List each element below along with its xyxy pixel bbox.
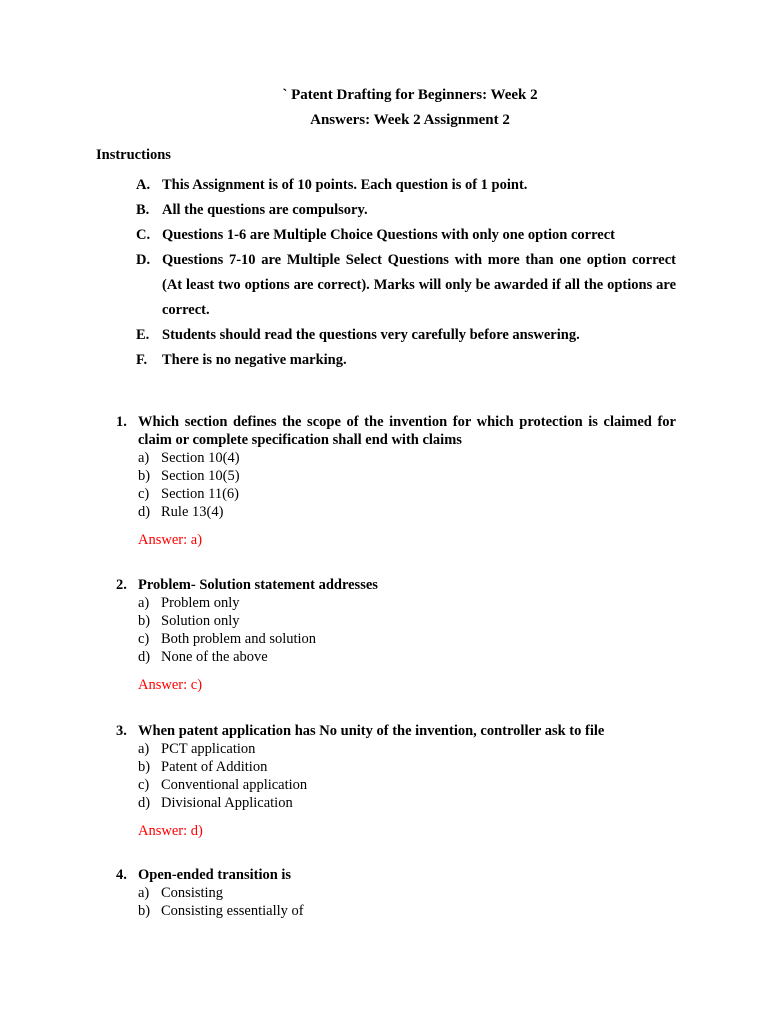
option-text: Consisting essentially of xyxy=(161,903,304,919)
option-text: Divisional Application xyxy=(161,795,293,811)
instruction-item xyxy=(136,323,676,348)
question-4 xyxy=(116,866,676,920)
option-text: Solution only xyxy=(161,613,240,629)
option-item xyxy=(138,630,676,648)
option-text: Section 10(4) xyxy=(161,450,240,466)
option-item xyxy=(138,467,676,485)
option-item xyxy=(138,884,676,902)
answer-text: Answer: d) xyxy=(138,823,203,839)
question-heading xyxy=(116,413,676,449)
instructions-heading: Instructions xyxy=(96,147,171,163)
option-text: Consisting xyxy=(161,885,224,901)
option-item xyxy=(138,449,676,467)
answer-text: Answer: a) xyxy=(138,532,203,548)
question-2 xyxy=(116,576,676,694)
option-letter: b) xyxy=(138,759,151,775)
question-number: 4. xyxy=(116,867,127,883)
option-letter: a) xyxy=(138,741,150,757)
option-item xyxy=(138,594,676,612)
option-list xyxy=(138,594,676,666)
instruction-letter: D. xyxy=(136,252,151,268)
option-text: Section 11(6) xyxy=(161,486,239,502)
question-1 xyxy=(116,413,676,549)
question-text: Open-ended transition is xyxy=(138,867,292,883)
instruction-item xyxy=(136,248,676,323)
question-heading xyxy=(116,576,676,594)
option-text: Both problem and solution xyxy=(161,631,317,647)
instruction-letter: C. xyxy=(136,227,151,243)
option-text: Conventional application xyxy=(161,777,308,793)
option-letter: c) xyxy=(138,777,150,793)
instruction-item xyxy=(136,173,676,198)
option-letter: c) xyxy=(138,631,150,647)
option-item xyxy=(138,612,676,630)
option-letter: d) xyxy=(138,649,151,665)
question-text: Which section defines the scope of the invention for which protection is claimed for claim or complete specification shall end with claims xyxy=(138,414,676,448)
instruction-text: Students should read the questions very carefully before answering. xyxy=(162,327,580,343)
instruction-item xyxy=(136,223,676,248)
option-text: Rule 13(4) xyxy=(161,504,224,520)
document-title: ` Patent Drafting for Beginners: Week 2 xyxy=(282,87,538,103)
instruction-letter: B. xyxy=(136,202,150,218)
instruction-letter: F. xyxy=(136,352,148,368)
option-text: None of the above xyxy=(161,649,268,665)
question-number: 1. xyxy=(116,414,127,430)
option-letter: a) xyxy=(138,595,150,611)
option-letter: c) xyxy=(138,486,150,502)
option-letter: b) xyxy=(138,468,151,484)
instruction-text: This Assignment is of 10 points. Each question is of 1 point. xyxy=(162,177,528,193)
option-item xyxy=(138,902,676,920)
instruction-item xyxy=(136,198,676,223)
option-text: Problem only xyxy=(161,595,240,611)
instruction-item xyxy=(136,348,676,373)
option-item xyxy=(138,485,676,503)
option-text: Patent of Addition xyxy=(161,759,268,775)
instruction-letter: E. xyxy=(136,327,150,343)
instruction-letter: A. xyxy=(136,177,151,193)
option-item xyxy=(138,776,676,794)
instruction-text: Questions 7-10 are Multiple Select Questions with more than one option correct (At least two options are correct). Marks will only be awarded if all the options are correct. xyxy=(162,252,676,318)
option-letter: d) xyxy=(138,504,151,520)
instruction-text: Questions 1-6 are Multiple Choice Questions with only one option correct xyxy=(162,227,615,243)
question-text: Problem- Solution statement addresses xyxy=(138,577,378,593)
option-list xyxy=(138,884,676,920)
option-letter: a) xyxy=(138,450,150,466)
instruction-text: All the questions are compulsory. xyxy=(162,202,368,218)
option-text: Section 10(5) xyxy=(161,468,240,484)
option-text: PCT application xyxy=(161,741,256,757)
option-letter: b) xyxy=(138,903,151,919)
answer-text: Answer: c) xyxy=(138,677,203,693)
option-list xyxy=(138,740,676,812)
option-item xyxy=(138,503,676,521)
option-letter: a) xyxy=(138,885,150,901)
question-heading xyxy=(116,866,676,884)
question-heading xyxy=(116,722,676,740)
question-text: When patent application has No unity of the invention, controller ask to file xyxy=(138,723,605,739)
option-letter: d) xyxy=(138,795,151,811)
option-item xyxy=(138,758,676,776)
question-3 xyxy=(116,722,676,840)
option-item xyxy=(138,794,676,812)
option-list xyxy=(138,449,676,521)
option-letter: b) xyxy=(138,613,151,629)
question-number: 3. xyxy=(116,723,127,739)
document-subtitle: Answers: Week 2 Assignment 2 xyxy=(310,112,510,128)
question-number: 2. xyxy=(116,577,127,593)
option-item xyxy=(138,740,676,758)
instruction-text: There is no negative marking. xyxy=(162,352,347,368)
option-item xyxy=(138,648,676,666)
